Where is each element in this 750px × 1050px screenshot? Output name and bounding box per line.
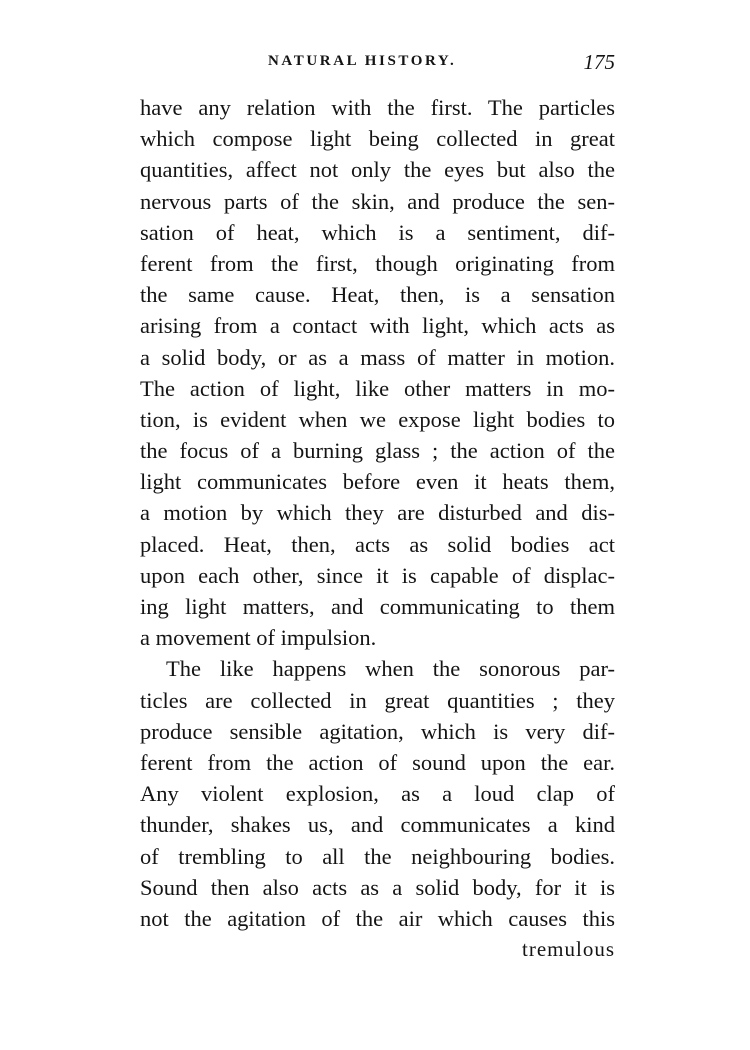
text-line: The action of light, like other matters in mo- xyxy=(140,375,615,401)
text-line: a solid body, or as a mass of matter in motion. xyxy=(140,344,615,370)
text-line: placed. Heat, then, acts as solid bodies act xyxy=(140,531,615,557)
text-line: a motion by which they are disturbed and dis- xyxy=(140,500,615,526)
text-line: light communicates before even it heats them, xyxy=(140,469,615,495)
text-line: upon each other, since it is capable of displac- xyxy=(140,562,615,588)
text-line: tion, is evident when we expose light bodies to xyxy=(140,406,615,432)
text-line: a movement of impulsion. xyxy=(140,625,377,651)
text-line: sation of heat, which is a sentiment, dif- xyxy=(140,219,615,245)
paragraph-2 xyxy=(140,653,615,934)
page-number: 175 xyxy=(583,50,615,74)
text-line: have any relation with the first. The particles xyxy=(140,95,615,120)
text-line: nervous parts of the skin, and produce the sen- xyxy=(140,188,615,214)
text-line: of trembling to all the neighbouring bodies. xyxy=(140,843,615,869)
text-line: quantities, affect not only the eyes but also the xyxy=(140,157,615,183)
text-line: Sound then also acts as a solid body, for it is xyxy=(140,874,615,900)
text-line: The like happens when the sonorous par- xyxy=(166,656,615,682)
running-title: NATURAL HISTORY. xyxy=(268,53,457,69)
text-line: the focus of a burning glass ; the action of the xyxy=(140,438,615,464)
text-line: the same cause. Heat, then, is a sensation xyxy=(140,282,615,308)
body-text xyxy=(140,92,615,965)
text-line: not the agitation of the air which causes this xyxy=(140,905,615,931)
catchword: tremulous xyxy=(522,937,615,962)
text-line: ticles are collected in great quantities ; they xyxy=(140,687,615,713)
text-line: thunder, shakes us, and communicates a kind xyxy=(140,812,615,838)
text-line: arising from a contact with light, which acts as xyxy=(140,313,615,339)
text-line: ferent from the first, though originating from xyxy=(140,250,615,276)
paragraph-1 xyxy=(140,92,615,653)
text-line: produce sensible agitation, which is very dif- xyxy=(140,718,615,744)
text-line: which compose light being collected in great xyxy=(140,126,615,152)
text-line: ferent from the action of sound upon the ear. xyxy=(140,749,615,775)
running-head xyxy=(140,50,615,80)
text-line: ing light matters, and communicating to them xyxy=(140,594,615,619)
text-line: Any violent explosion, as a loud clap of xyxy=(140,781,615,807)
